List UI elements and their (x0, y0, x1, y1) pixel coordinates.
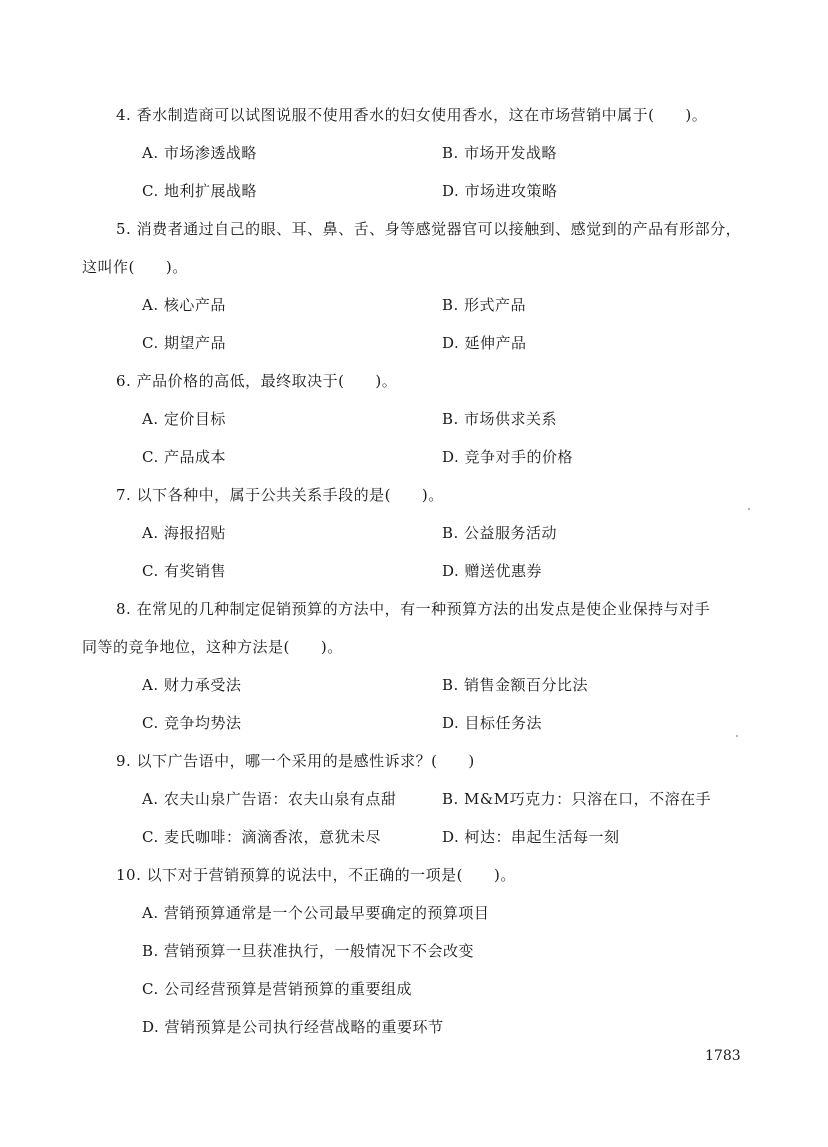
question-6-option-b: B. 市场供求关系 (442, 410, 558, 428)
scan-speck (736, 735, 738, 737)
question-5-stem-continued: 这叫作( )。 (82, 258, 188, 276)
page-number: 1783 (705, 1048, 741, 1064)
question-6-option-c: C. 产品成本 (142, 448, 226, 466)
question-8-option-a: A. 财力承受法 (142, 676, 242, 694)
question-5-option-d: D. 延伸产品 (442, 334, 527, 352)
scan-speck (748, 508, 750, 510)
question-5-option-a: A. 核心产品 (142, 296, 226, 314)
question-4-stem: 4. 香水制造商可以试图说服不使用香水的妇女使用香水，这在市场营销中属于( )。 (116, 106, 708, 124)
question-10-option-d: D. 营销预算是公司执行经营战略的重要环节 (142, 1018, 444, 1036)
question-7-stem: 7. 以下各种中，属于公共关系手段的是( )。 (116, 486, 444, 504)
question-4-option-c: C. 地利扩展战略 (142, 182, 257, 200)
question-7-option-c: C. 有奖销售 (142, 562, 226, 580)
question-8-option-b: B. 销售金额百分比法 (442, 676, 589, 694)
question-8-stem-continued: 同等的竞争地位，这种方法是( )。 (82, 638, 343, 656)
question-5-stem: 5. 消费者通过自己的眼、耳、鼻、舌、身等感觉器官可以接触到、感觉到的产品有形部分， (116, 220, 742, 238)
question-10-stem: 10. 以下对于营销预算的说法中，不正确的一项是( )。 (116, 866, 516, 884)
question-9-option-d: D. 柯达：串起生活每一刻 (442, 828, 620, 846)
question-4-option-b: B. 市场开发战略 (442, 144, 558, 162)
question-6-option-a: A. 定价目标 (142, 410, 226, 428)
question-4-option-a: A. 市场渗透战略 (142, 144, 257, 162)
question-8-option-c: C. 竞争均势法 (142, 714, 242, 732)
question-10-option-a: A. 营销预算通常是一个公司最早要确定的预算项目 (142, 904, 490, 922)
question-6-option-d: D. 竞争对手的价格 (442, 448, 574, 466)
question-7-option-d: D. 赠送优惠券 (442, 562, 543, 580)
question-5-option-b: B. 形式产品 (442, 296, 527, 314)
question-9-option-a: A. 农夫山泉广告语：农夫山泉有点甜 (142, 790, 397, 808)
question-7-option-a: A. 海报招贴 (142, 524, 226, 542)
question-9-option-b: B. M&M巧克力：只溶在口，不溶在手 (442, 790, 712, 808)
question-8-option-d: D. 目标任务法 (442, 714, 543, 732)
question-5-option-c: C. 期望产品 (142, 334, 226, 352)
question-9-stem: 9. 以下广告语中，哪一个采用的是感性诉求？( ) (116, 752, 475, 770)
question-7-option-b: B. 公益服务活动 (442, 524, 558, 542)
question-10-option-c: C. 公司经营预算是营销预算的重要组成 (142, 980, 412, 998)
question-8-stem: 8. 在常见的几种制定促销预算的方法中，有一种预算方法的出发点是使企业保持与对手 (116, 600, 711, 618)
question-4-option-d: D. 市场进攻策略 (442, 182, 558, 200)
question-10-option-b: B. 营销预算一旦获准执行，一般情况下不会改变 (142, 942, 475, 960)
question-9-option-c: C. 麦氏咖啡：滴滴香浓，意犹未尽 (142, 828, 381, 846)
question-6-stem: 6. 产品价格的高低，最终取决于( )。 (116, 372, 398, 390)
